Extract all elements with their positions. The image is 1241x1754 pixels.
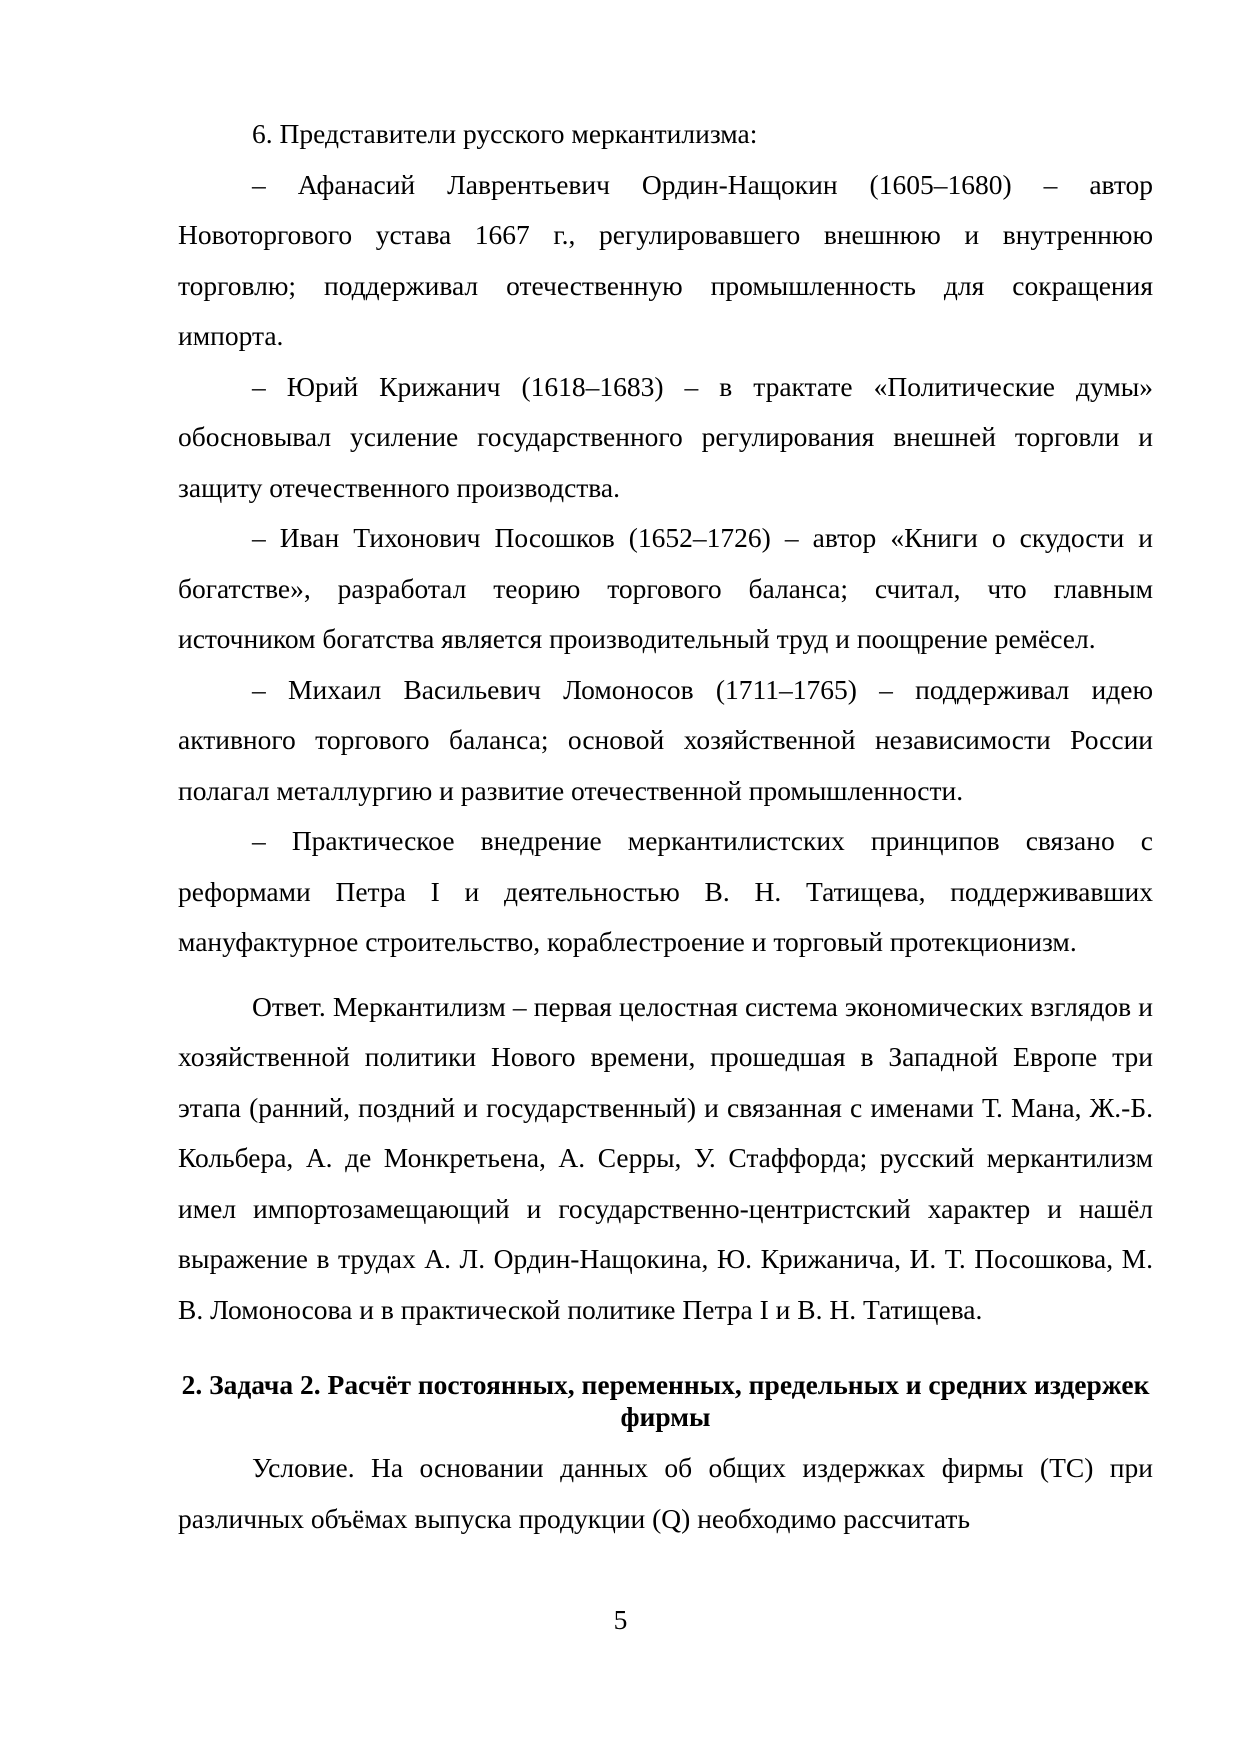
- paragraph-representatives-intro: 6. Представители русского меркантилизма:: [252, 118, 758, 149]
- page-number: 5: [613, 1604, 628, 1635]
- paragraph-lomonosov: – Михаил Васильевич Ломоносов (1711–1765) – поддерживал идею активного торгового баланса; основой хозяйственной независимости России полагал металлургию и развитие отечественной промышленности.: [178, 673, 1153, 806]
- paragraph-answer: Ответ. Меркантилизм – первая целостная система экономических взглядов и хозяйственной политики Нового времени, прошедшая в Западной Европе три этапа (ранний, поздний и государственный) и связанная с именами Т. Мана, Ж.-Б. Кольбера, А. де Монкретьена, А. Серры, У. Стаффорда; русский меркантилизм имел импортозамещающий и государственно-центристский характер и нашёл выражение в трудах А. Л. Ордин-Нащокина, Ю. Крижанича, И. Т. Посошкова, М. В. Ломоносова и в практической политике Петра I и В. Н. Татищева.: [178, 990, 1153, 1325]
- paragraph-task2-condition: Условие. На основании данных об общих издержках фирмы (TC) при различных объёмах выпуска продукции (Q) необходимо рассчитать: [178, 1452, 1153, 1534]
- spacer: [178, 1335, 1153, 1369]
- paragraph-krizhanich: – Юрий Крижанич (1618–1683) – в трактате «Политические думы» обосновывал усиление государственного регулирования внешней торговли и защиту отечественного производства.: [178, 370, 1153, 503]
- paragraph-pososhkov: – Иван Тихонович Посошков (1652–1726) – автор «Книги о скудости и богатстве», разработал теорию торгового баланса; считал, что главным источником богатства является производительный труд и поощрение ремёсел.: [178, 522, 1153, 654]
- document-page: [178, 109, 1153, 1544]
- paragraph-peter-tatishchev: – Практическое внедрение меркантилистских принципов связано с реформами Петра I и деятельностью В. Н. Татищева, поддерживавших мануфактурное строительство, кораблестроение и торговый протекционизм.: [178, 825, 1153, 957]
- task2-heading: 2. Задача 2. Расчёт постоянных, переменных, предельных и средних издержек фирмы: [181, 1369, 1150, 1432]
- spacer: [178, 968, 1153, 982]
- paragraph-ordin-nashchokin: – Афанасий Лаврентьевич Ордин-Нащокин (1605–1680) – автор Новоторгового устава 1667 г., регулировавшего внешнюю и внутреннюю торговлю; поддерживал отечественную промышленность для сокращения импорта.: [178, 168, 1153, 351]
- spacer: [178, 1433, 1153, 1443]
